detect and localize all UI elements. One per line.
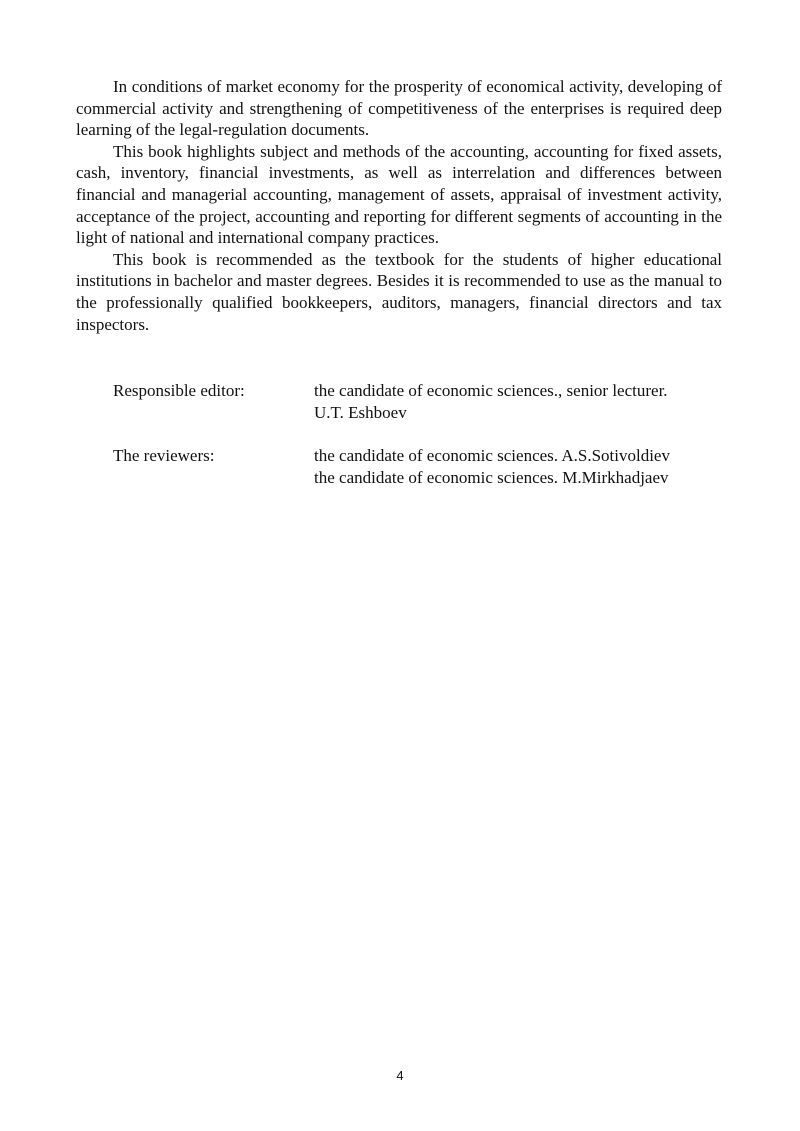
paragraph-intro: In conditions of market economy for the prosperity of economical activity, developing of commercial activity and strengthening of competitiveness of the enterprises is required deep learning of the legal-regulation documents.: [76, 77, 722, 140]
reviewers-row: [113, 445, 733, 488]
abstract-text: [76, 76, 722, 335]
reviewers-details: [314, 445, 733, 488]
responsible-editor-label: Responsible editor:: [113, 381, 245, 400]
responsible-editor-title: the candidate of economic sciences., senior lecturer.: [314, 381, 668, 400]
reviewers-label: The reviewers:: [113, 446, 215, 466]
credits-block: [113, 380, 733, 488]
paragraph-book-highlights: This book highlights subject and methods of the accounting, accounting for fixed assets, cash, inventory, financial investments, as well as interrelation and differences between financial and managerial accounting, management of assets, appraisal of investment activity, acceptance of the project, accounting and reporting for different segments of accounting in the light of national and international company practices.: [76, 141, 722, 248]
responsible-editor-details: [314, 380, 733, 423]
responsible-editor-row: [113, 380, 733, 423]
reviewer-2: the candidate of economic sciences. M.Mirkhadjaev: [314, 467, 669, 487]
page-number: 4: [396, 1068, 404, 1083]
paragraph-recommendation: This book is recommended as the textbook for the students of higher educational institutions in bachelor and master degrees. Besides it is recommended to use as the manual to the professionally qualified bookkeepers, auditors, managers, financial directors and tax inspectors.: [76, 249, 722, 334]
reviewer-1: the candidate of economic sciences. A.S.Sotivoldiev: [314, 446, 670, 466]
responsible-editor-name: U.T. Eshboev: [314, 402, 407, 422]
